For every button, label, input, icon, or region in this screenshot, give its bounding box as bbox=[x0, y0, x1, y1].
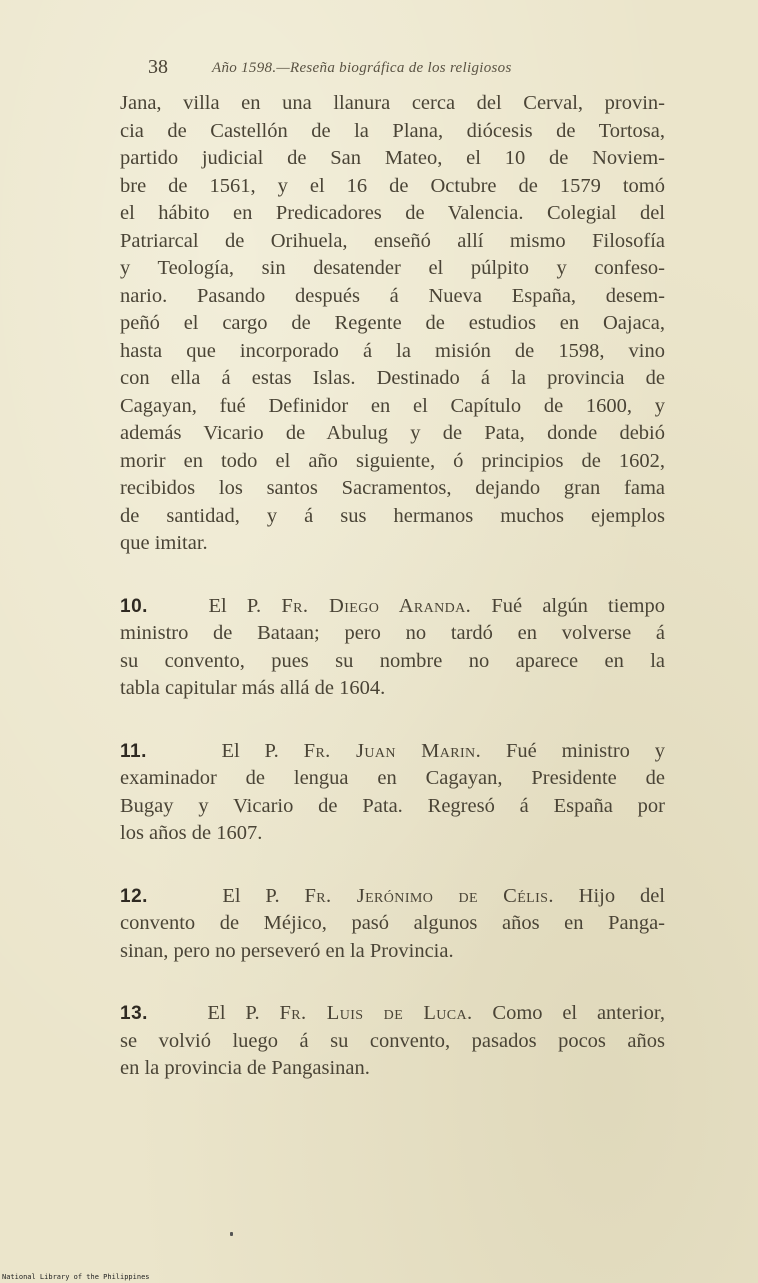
entry-number: 12. bbox=[120, 885, 148, 907]
entry-person-name: Fr. Jerónimo de Célis. bbox=[304, 884, 554, 907]
text-line: partido judicial de San Mateo, el 10 de Noviem- bbox=[120, 147, 665, 169]
entry-first-line-rest: Fué algún tiempo bbox=[471, 594, 665, 617]
text-line: se volvió luego á su convento, pasados pocos años bbox=[120, 1029, 665, 1052]
text-line: Jana, villa en una llanura cerca del Cerval, provin- bbox=[120, 92, 665, 114]
text-line: ministro de Bataan; pero no tardó en volverse á bbox=[120, 622, 665, 644]
text-line: morir en todo el año siguiente, ó principios de 1602, bbox=[120, 449, 665, 472]
text-line: recibidos los santos Sacramentos, dejando gran fama bbox=[120, 477, 665, 499]
entry-heading-line bbox=[120, 593, 665, 621]
entry-person-name: Fr. Diego Aranda. bbox=[281, 594, 472, 617]
text-line: en la provincia de Pangasinan. bbox=[120, 1057, 370, 1079]
text-line: cia de Castellón de la Plana, diócesis de Tortosa, bbox=[120, 119, 665, 142]
entry-number: 10. bbox=[120, 595, 148, 617]
text-line: los años de 1607. bbox=[120, 822, 263, 844]
paragraph-intro bbox=[120, 90, 665, 558]
entry-heading-line bbox=[120, 1000, 665, 1028]
print-speck bbox=[230, 1232, 233, 1236]
text-line: Bugay y Vicario de Pata. Regresó á España por bbox=[120, 794, 665, 817]
body-text bbox=[120, 90, 665, 1083]
entry-11 bbox=[120, 738, 665, 848]
text-line: examinador de lengua en Cagayan, Presidente de bbox=[120, 767, 665, 789]
text-line: hasta que incorporado á la misión de 1598, vino bbox=[120, 339, 665, 362]
entry-title-prefix: El P. bbox=[208, 594, 282, 617]
text-line: de santidad, y á sus hermanos muchos ejemplos bbox=[120, 504, 665, 527]
text-line: Cagayan, fué Definidor en el Capítulo de 1600, y bbox=[120, 394, 665, 417]
entry-10 bbox=[120, 593, 665, 703]
entry-12 bbox=[120, 883, 665, 966]
library-credit: National Library of the Philippines bbox=[2, 1273, 150, 1281]
text-line: con ella á estas Islas. Destinado á la provincia de bbox=[120, 367, 665, 389]
text-line: y Teología, sin desatender el púlpito y confeso- bbox=[120, 257, 665, 279]
entry-number: 11. bbox=[120, 740, 147, 762]
text-line: nario. Pasando después á Nueva España, desem- bbox=[120, 284, 665, 307]
entry-title-prefix: El P. bbox=[222, 884, 305, 907]
text-line: el hábito en Predicadores de Valencia. Colegial del bbox=[120, 202, 665, 224]
entry-title-prefix: El P. bbox=[207, 1002, 280, 1024]
entry-13 bbox=[120, 1000, 665, 1083]
text-line: tabla capitular más allá de 1604. bbox=[120, 677, 386, 699]
page-number: 38 bbox=[148, 56, 168, 78]
text-line: sinan, pero no perseveró en la Provincia. bbox=[120, 939, 454, 962]
text-line: Patriarcal de Orihuela, enseñó allí mismo Filosofía bbox=[120, 229, 665, 252]
text-line: que imitar. bbox=[120, 532, 208, 554]
entry-number: 13. bbox=[120, 1003, 148, 1024]
entry-first-line-rest: Hijo del bbox=[553, 884, 665, 907]
text-line: peñó el cargo de Regente de estudios en Oajaca, bbox=[120, 312, 665, 334]
entry-person-name: Fr. Luis de Luca. bbox=[279, 1002, 473, 1024]
text-line: bre de 1561, y el 16 de Octubre de 1579 tomó bbox=[120, 174, 665, 197]
page-header bbox=[148, 56, 608, 82]
entry-heading-line bbox=[120, 738, 665, 766]
entry-first-line-rest: Fué ministro y bbox=[481, 739, 666, 762]
text-line: su convento, pues su nombre no aparece en la bbox=[120, 649, 665, 672]
entry-title-prefix: El P. bbox=[221, 739, 304, 762]
text-line: convento de Méjico, pasó algunos años en Panga- bbox=[120, 912, 665, 934]
entry-heading-line bbox=[120, 883, 665, 911]
text-line: además Vicario de Abulug y de Pata, donde debió bbox=[120, 422, 665, 444]
running-title: Año 1598.—Reseña biográfica de los religiosos bbox=[212, 60, 512, 76]
entry-first-line-rest: Como el anterior, bbox=[472, 1002, 665, 1024]
entry-person-name: Fr. Juan Marin. bbox=[303, 739, 482, 762]
